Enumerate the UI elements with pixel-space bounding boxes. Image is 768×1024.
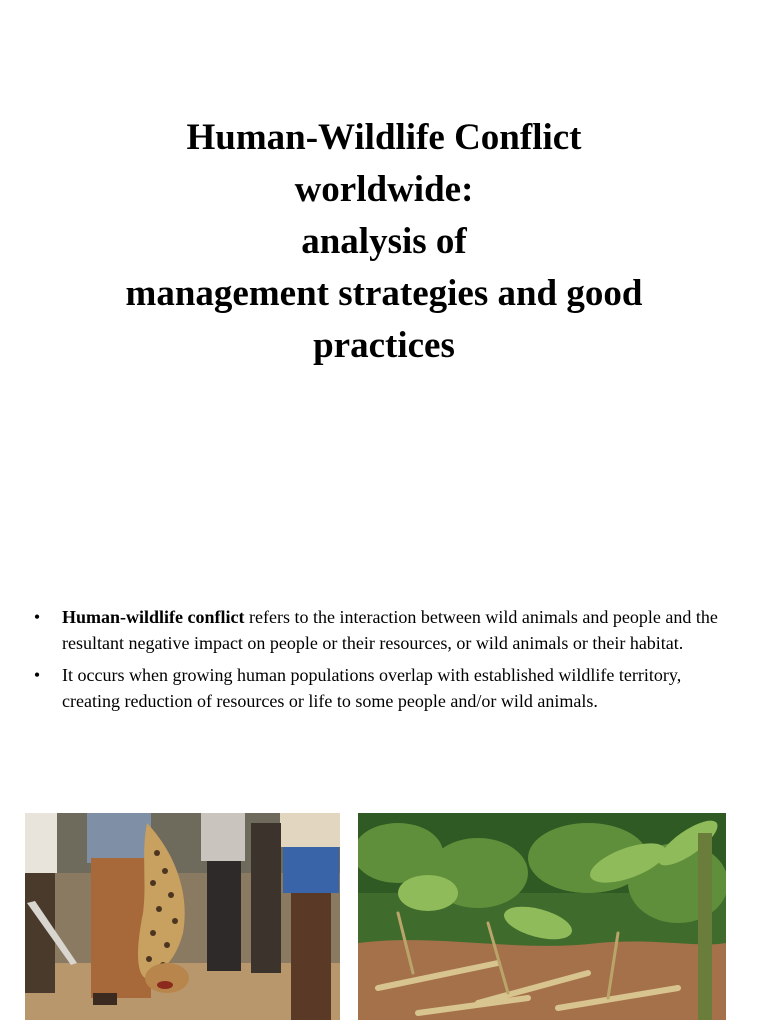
title-line-4: management strategies and good: [125, 273, 643, 314]
bullet-text: It occurs when growing human populations overlap with established wildlife territory, creating reduction of resources or life to some people and/or wild animals.: [62, 665, 682, 711]
title-line-1: Human-Wildlife Conflict: [186, 117, 582, 158]
bullet-bold-term: Human-wildlife conflict: [62, 607, 245, 627]
bullet-text: refers to the interaction between wild animals and people and the resultant negative impact on people or their resources, or wild animals or their habitat.: [62, 607, 718, 653]
bullet-list: [30, 604, 730, 720]
plantation-photo: [358, 813, 726, 1020]
leopard-photo: [25, 813, 340, 1020]
bullet-marker: •: [33, 607, 41, 627]
plantation-photo-illustration: [358, 813, 726, 1020]
bullet-cause: [30, 662, 730, 714]
title-line-3: analysis of: [301, 221, 467, 262]
bullet-marker: •: [33, 665, 41, 685]
slide-title: [40, 112, 728, 372]
bullet-definition: [30, 604, 730, 656]
leopard-photo-illustration: [25, 813, 340, 1020]
title-line-5: practices: [313, 325, 455, 366]
title-line-2: worldwide:: [294, 169, 474, 210]
